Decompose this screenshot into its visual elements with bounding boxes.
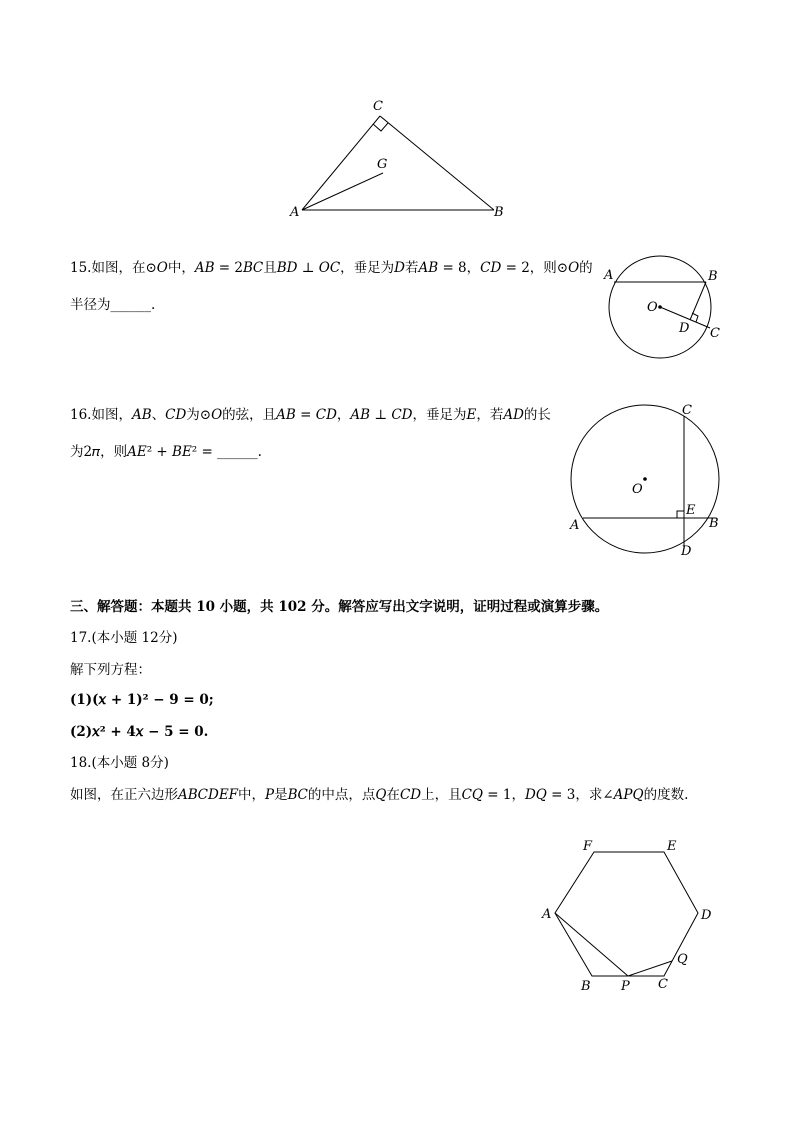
q17-intro: 解下列方程： [70,662,151,678]
label-B: B [494,205,504,220]
label-B: B [708,269,718,284]
label-A: A [290,205,300,220]
label-E: E [667,839,677,854]
label-O: O [632,482,643,497]
label-C: C [682,403,692,418]
label-E: E [686,503,696,518]
label-A: A [570,518,580,533]
q17-title: 17.(本小题 12分) [70,630,178,646]
label-C: C [710,326,720,341]
label-O: O [647,300,658,315]
label-C: C [658,977,668,992]
label-G: G [377,157,388,172]
section-header: 三、解答题：本题共 10 小题，共 102 分。解答应写出文字说明，证明过程或演算步骤。 [70,599,609,615]
q18-text: 如图，在正六边形𝐴𝐵𝐶𝐷𝐸𝐹中，𝑃是𝐵𝐶的中点，点𝑄在𝐶𝐷上，且𝐶𝑄 = 1，𝐷𝑄 = 3，求∠𝐴𝑃𝑄的度数. [70,787,689,803]
q17-eq2: (2)𝑥² + 4𝑥 − 5 = 0. [70,724,209,740]
q16-line1: 16.如图，𝐴𝐵、𝐶𝐷为⊙𝑂的弦，且𝐴𝐵 = 𝐶𝐷，𝐴𝐵 ⊥ 𝐶𝐷，垂足为𝐸，若𝐴𝐷的长 [70,407,551,423]
label-A: A [542,907,552,922]
label-Q: Q [677,952,688,967]
q16-line2: 为2𝜋，则𝐴𝐸² + 𝐵𝐸² = ______. [70,444,262,460]
q18-title: 18.(本小题 8分) [70,755,169,771]
label-F: F [583,839,593,854]
label-B: B [581,979,591,994]
label-D: D [701,908,712,923]
label-D: D [681,544,692,559]
q15-line1: 15.如图，在⊙𝑂中，𝐴𝐵 = 2𝐵𝐶且𝐵𝐷 ⊥ 𝑂𝐶，垂足为𝐷若𝐴𝐵 = 8，𝐶𝐷 = 2，则⊙𝑂的 [70,260,593,276]
label-D: D [679,321,690,336]
label-P: P [621,979,630,994]
label-B: B [709,516,719,531]
q15-line2: 半径为______. [70,297,156,313]
label-C: C [373,99,383,114]
q17-eq1: (1)(𝑥 + 1)² − 9 = 0; [70,692,214,708]
label-A: A [604,268,614,283]
